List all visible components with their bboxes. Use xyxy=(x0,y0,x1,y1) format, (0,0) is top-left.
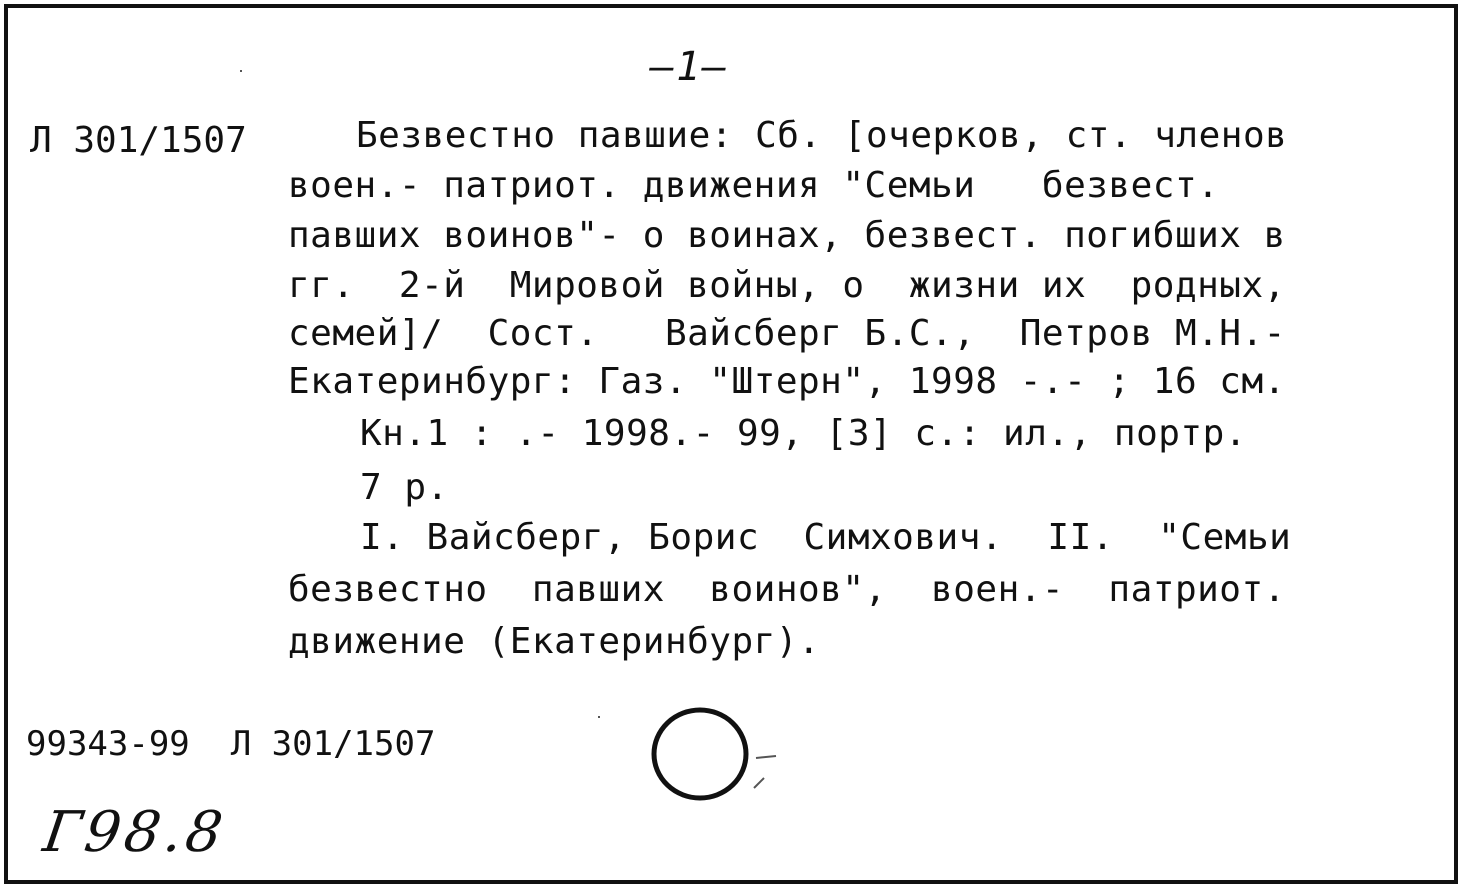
page-number: —1— xyxy=(650,44,729,90)
accession-line xyxy=(26,724,435,764)
entry-line-9: I. Вайсберг, Борис Симхович. II. "Семьи xyxy=(360,517,1292,558)
entry-line-5: семей]/ Сост. Вайсберг Б.С., Петров М.Н.- xyxy=(288,313,1286,354)
entry-line-3: павших воинов"- о воинах, безвест. погибших в xyxy=(288,215,1286,256)
entry-line-10: безвестно павших воинов", воен.- патриот. xyxy=(288,569,1286,610)
entry-line-4: гг. 2-й Мировой войны, о жизни их родных, xyxy=(288,265,1286,306)
entry-line-7: Кн.1 : .- 1998.- 99, [3] с.: ил., портр. xyxy=(360,413,1247,454)
punch-hole-mark xyxy=(644,700,784,810)
accession-number: 99343-99 xyxy=(26,724,190,764)
entry-line-2: воен.- патриот. движения "Семьи безвест. xyxy=(288,165,1220,206)
entry-line-8: 7 р. xyxy=(360,467,449,508)
speck xyxy=(598,716,600,718)
speck xyxy=(240,70,242,72)
entry-line-6: Екатеринбург: Газ. "Штерн", 1998 -.- ; 16 см. xyxy=(288,361,1286,402)
entry-line-1: Безвестно павшие: Сб. [очерков, ст. членов xyxy=(356,115,1288,156)
entry-line-11: движение (Екатеринбург). xyxy=(288,621,821,662)
handwritten-note: Г98.8 xyxy=(39,800,231,865)
shelfmark: Л 301/1507 xyxy=(30,120,247,161)
accession-shelfmark: Л 301/1507 xyxy=(230,724,436,764)
